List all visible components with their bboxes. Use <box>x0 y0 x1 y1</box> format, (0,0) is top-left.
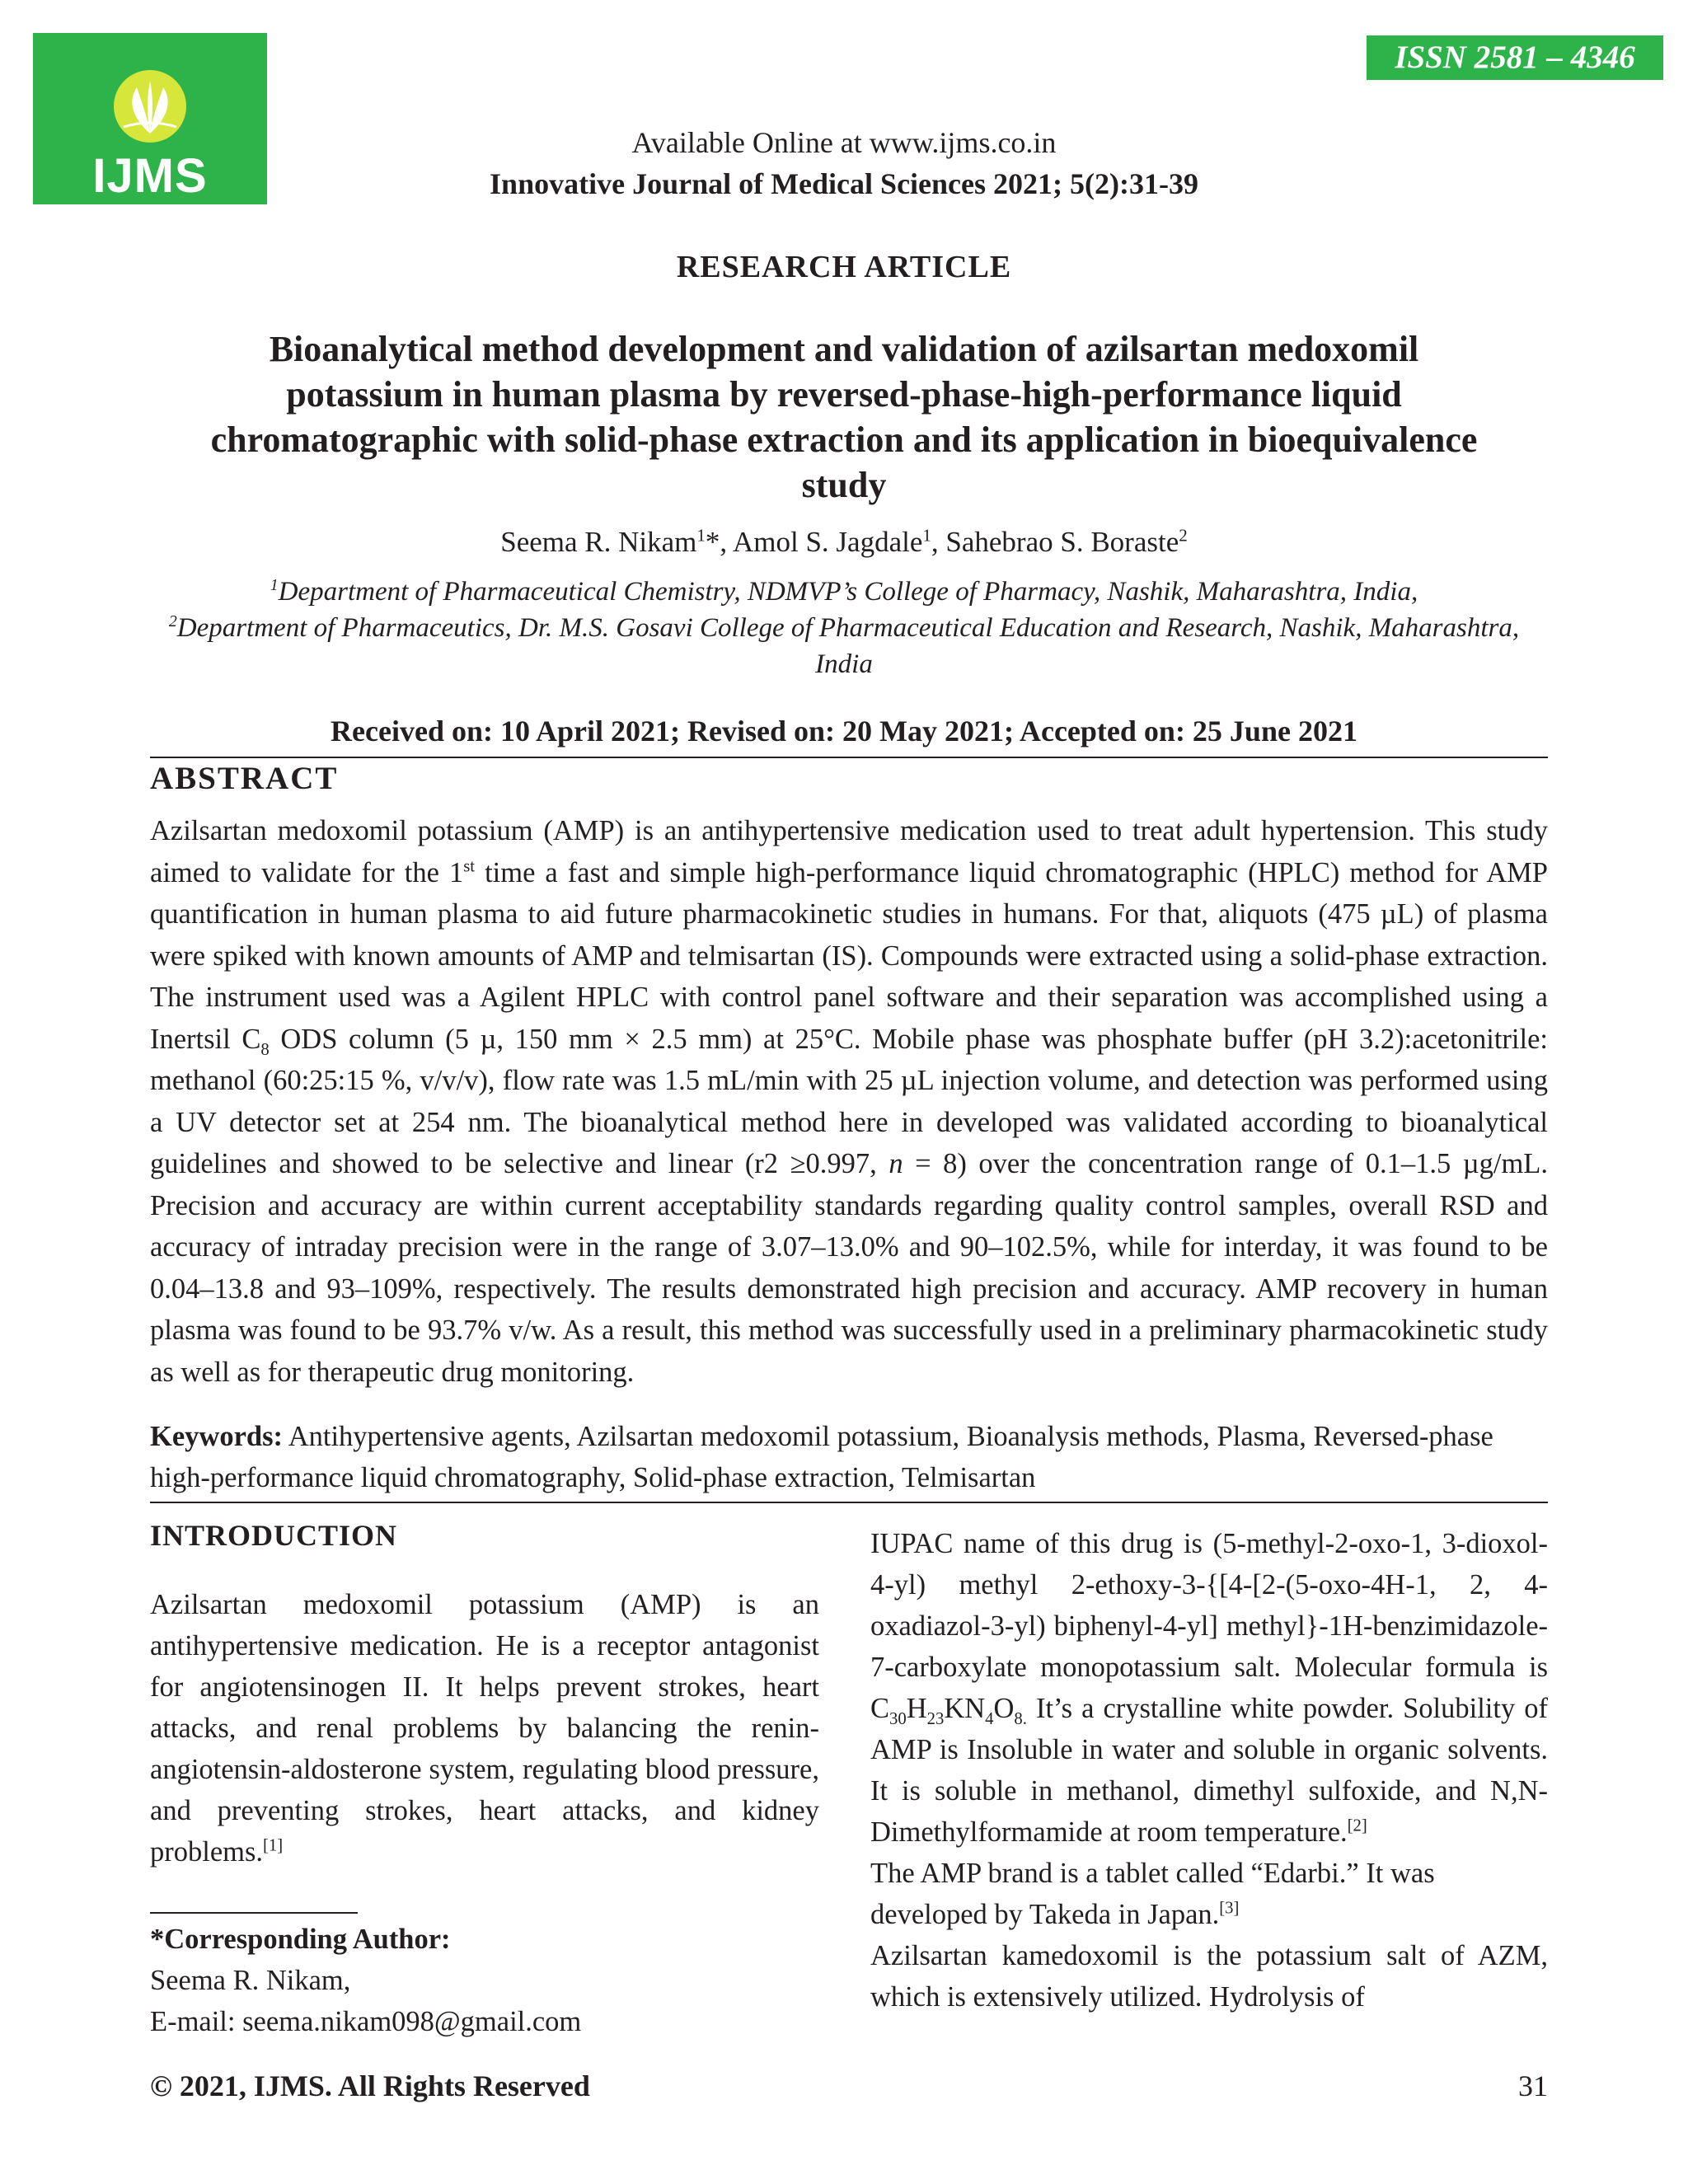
issn-badge: ISSN 2581 – 4346 <box>1367 35 1663 80</box>
affiliation-1: Department of Pharmaceutical Chemistry, NDMVP’s College of Pharmacy, Nashik, Maharashtra, India, <box>278 577 1418 607</box>
page-number: 31 <box>1518 2069 1548 2102</box>
subscript: 8 <box>260 1040 270 1059</box>
paragraph-text: Azilsartan medoxomil potassium (AMP) is an antihypertensive medication. He is a receptor antagonist for angiotensinogen II. It helps prevent strokes, heart attacks, and renal problems by balancing the renin-angiotensin-aldosterone system, regulating blood pressure, and preventing strokes, heart attacks, and kidney problems. <box>150 1589 819 1868</box>
citation-ref: [2] <box>1347 1816 1367 1835</box>
corresponding-heading: *Corresponding Author: <box>150 1924 451 1955</box>
corresponding-email: E-mail: seema.nikam098@gmail.com <box>150 2006 582 2037</box>
subscript: 8. <box>1014 1709 1027 1728</box>
footnote-rule <box>150 1912 358 1914</box>
author-name: Sahebrao S. Boraste <box>945 526 1179 558</box>
article-title: Bioanalytical method development and validation of azilsartan medoxomil potassium in human plasma by reversed-phase-high-performance liquid chromatographic with solid-phase extraction and its application in bioequivalence study <box>210 329 1478 505</box>
subscript: 30 <box>889 1709 907 1728</box>
article-dates: Received on: 10 April 2021; Revised on: 20 May 2021; Accepted on: 25 June 2021 <box>331 715 1357 748</box>
italic-n: n <box>889 1148 903 1179</box>
abstract-text: Azilsartan medoxomil potassium (AMP) is an antihypertensive medication used to treat adult hypertension. This study aimed to validate for the 1 <box>150 815 1548 888</box>
affil-number: 1 <box>270 576 279 594</box>
paragraph <box>870 1523 1548 1853</box>
left-column <box>150 1584 819 1872</box>
affil-number: 2 <box>168 612 177 630</box>
keywords <box>150 1416 1548 1498</box>
citation-ref: [3] <box>1219 1899 1240 1918</box>
author-separator: , <box>931 526 946 558</box>
corresponding-author <box>150 1919 581 2042</box>
abstract-heading: ABSTRACT <box>150 761 339 796</box>
paragraph-text: The AMP brand is a tablet called “Edarbi.” It was developed by Takeda in Japan. <box>870 1858 1435 1930</box>
author-name: Seema R. Nikam <box>500 526 697 558</box>
formula-part: KN <box>944 1693 986 1724</box>
author-affil-mark: 1 <box>922 525 931 546</box>
subscript: 23 <box>926 1709 945 1728</box>
corresponding-name: Seema R. Nikam, <box>150 1965 351 1996</box>
abstract-text: time a fast and simple high-performance liquid chromatographic (HPLC) method for AMP quantification in human plasma to aid future pharmacokinetic studies in humans. For that, aliquots (475 µL) of plasma were spiked with known amounts of AMP and telmisartan (IS). Compounds were extracted using a solid-phase extraction. The instrument used was a Agilent HPLC with control panel software and their separation was accomplished using a Inertsil C <box>150 856 1548 1055</box>
copyright: © 2021, IJMS. All Rights Reserved <box>150 2069 590 2102</box>
author-list <box>0 526 1688 559</box>
logo-wordmark: IJMS <box>92 149 208 203</box>
right-column <box>870 1523 1548 2018</box>
journal-citation: Innovative Journal of Medical Sciences 2021; 5(2):31-39 <box>490 167 1198 200</box>
divider <box>150 1502 1548 1503</box>
paragraph-text: It’s a crystalline white powder. Solubility of AMP is Insoluble in water and soluble in organic solvents. It is soluble in methanol, dimethyl sulfoxide, and N,N-Dimethylformamide at room temperature. <box>870 1693 1548 1848</box>
paragraph <box>150 1584 819 1872</box>
article-type: RESEARCH ARTICLE <box>676 250 1012 284</box>
author-affil-mark: 1 <box>696 525 706 546</box>
introduction-heading: INTRODUCTION <box>150 1519 398 1552</box>
keywords-label: Keywords: <box>150 1421 283 1452</box>
paragraph <box>870 1853 1548 1935</box>
divider <box>150 757 1548 758</box>
subscript: 4 <box>985 1709 994 1728</box>
author-name: Amol S. Jagdale <box>732 526 923 558</box>
keywords-list: Antihypertensive agents, Azilsartan medoxomil potassium, Bioanalysis methods, Plasma, Reversed-phase high-performance liquid chromatography, Solid-phase extraction, Telmisartan <box>150 1421 1493 1493</box>
availability-line: Available Online at www.ijms.co.in <box>631 126 1057 159</box>
affiliations <box>148 574 1540 682</box>
abstract-text: = 8) over the concentration range of 0.1–1.5 µg/mL. Precision and accuracy are within current acceptability standards regarding quality control samples, overall RSD and accuracy of intraday precision were in the range of 3.07–13.0% and 90–102.5%, while for interday, it was found to be 0.04–13.8 and 93–109%, respectively. The results demonstrated high precision and accuracy. AMP recovery in human plasma was found to be 93.7% v/w. As a result, this method was successfully used in a preliminary pharmacokinetic study as well as for therapeutic drug monitoring. <box>150 1148 1548 1388</box>
paragraph-text: Azilsartan kamedoxomil is the potassium salt of AZM, which is extensively utilized. Hydrolysis of <box>870 1940 1548 2013</box>
paragraph <box>870 1935 1548 2018</box>
abstract-text: ODS column (5 µ, 150 mm × 2.5 mm) at 25°C. Mobile phase was phosphate buffer (pH 3.2):acetonitrile: methanol (60:25:15 %, v/v/v), flow rate was 1.5 mL/min with 25 µL injection volume, and detection was performed using a UV detector set at 254 nm. The bioanalytical method here in developed was validated according to bioanalytical guidelines and showed to be selective and linear (r2 ≥0.997, <box>150 1023 1548 1179</box>
corresponding-mark: *, <box>705 526 733 558</box>
abstract-body <box>150 810 1548 1393</box>
affiliation-2: Department of Pharmaceutics, Dr. M.S. Gosavi College of Pharmaceutical Education and Research, Nashik, Maharashtra, India <box>176 613 1520 679</box>
citation-ref: [1] <box>263 1836 284 1855</box>
formula-part: H <box>906 1693 927 1724</box>
paragraph-text: IUPAC name of this drug is (5-methyl-2-oxo-1, 3-dioxol-4-yl) methyl 2-ethoxy-3-{[4-[2-(5-oxo-4H-1, 2, 4-oxadiazol-3-yl) biphenyl-4-yl] methyl}-1H-benzimidazole-7-carboxylate monopotassium salt. Molecular formula is C <box>870 1528 1548 1724</box>
formula-part: O <box>993 1693 1015 1724</box>
author-affil-mark: 2 <box>1179 525 1188 546</box>
ordinal-sup: st <box>463 857 476 875</box>
